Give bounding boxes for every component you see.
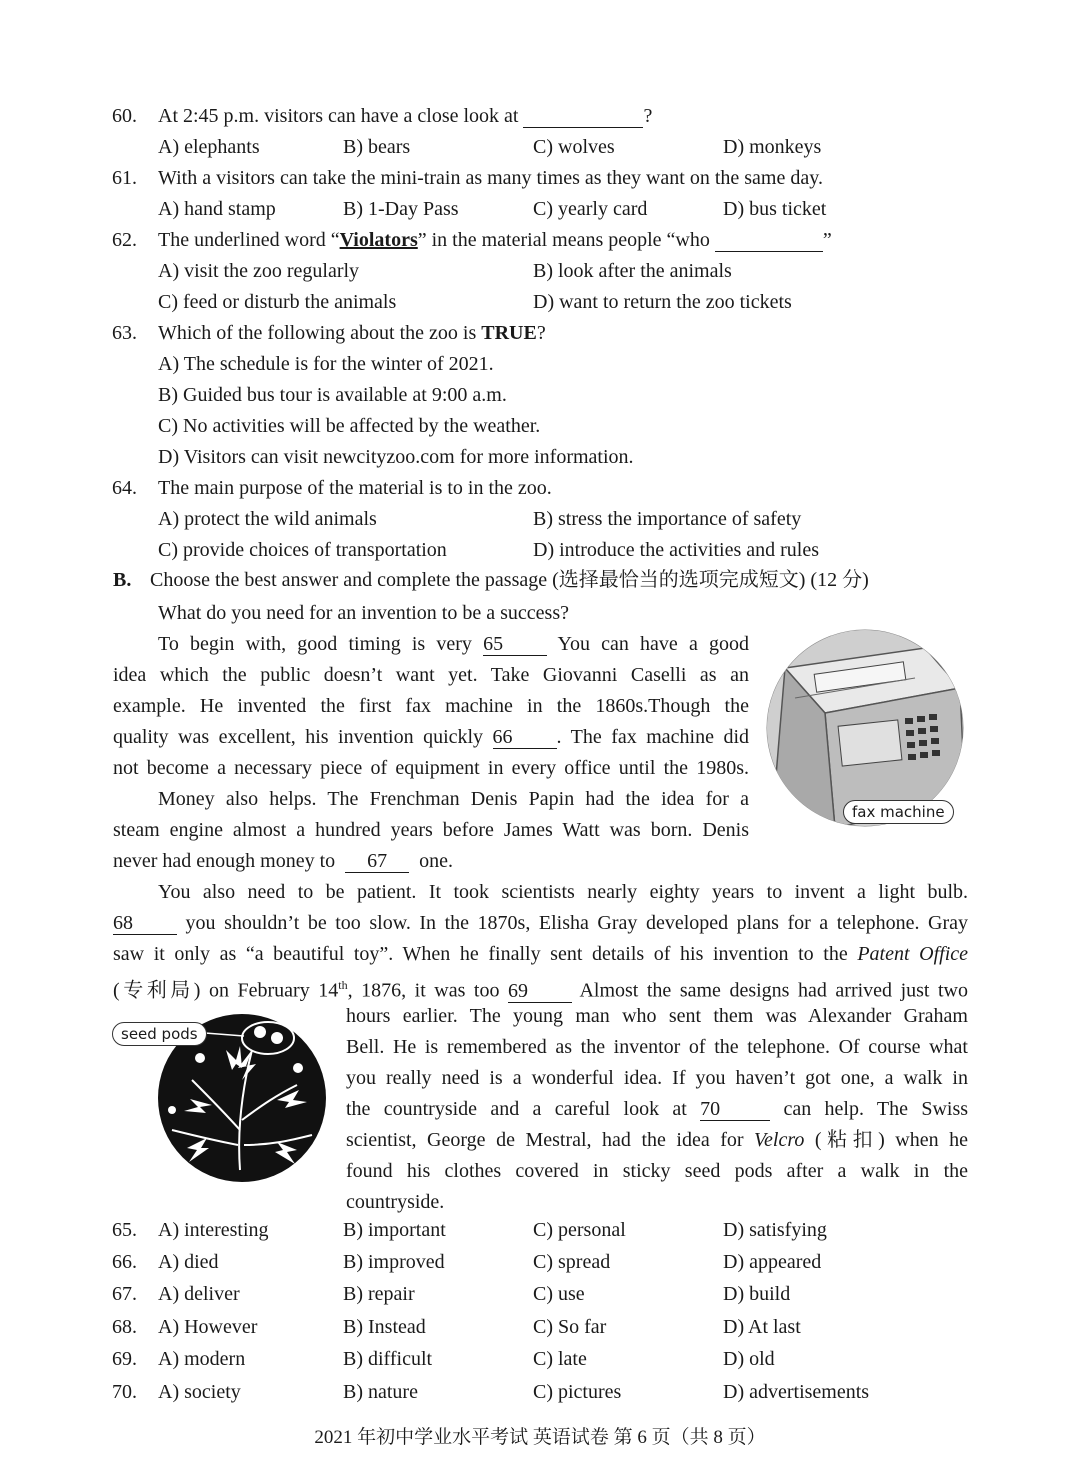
- option-b: B) repair: [343, 1283, 415, 1305]
- text: never had enough money to: [113, 850, 336, 872]
- option-c: C) provide choices of transportation: [158, 539, 447, 561]
- option-c: C) spread: [533, 1251, 611, 1273]
- option-d: D) bus ticket: [723, 198, 827, 220]
- passage-line: [113, 631, 749, 657]
- text: quality was excellent, his invention quickly: [113, 726, 484, 748]
- option-a: A) society: [158, 1381, 241, 1403]
- blank-65: 65: [483, 633, 547, 656]
- option-d: D) monkeys: [723, 136, 822, 158]
- italic-term: Velcro: [754, 1129, 805, 1151]
- option-d: D) appeared: [723, 1251, 822, 1273]
- blank-69: 69: [508, 980, 572, 1003]
- option-b: B) important: [343, 1219, 446, 1241]
- question-number: 68.: [112, 1316, 137, 1338]
- option-a: A) interesting: [158, 1219, 269, 1241]
- question-number: 70.: [112, 1381, 137, 1403]
- question-number: 66.: [112, 1251, 137, 1273]
- option-d: D) old: [723, 1348, 775, 1370]
- question-number: 64.: [112, 477, 137, 499]
- question-stem: The main purpose of the material is to in the zoo.: [158, 477, 552, 499]
- passage-line: [113, 848, 453, 874]
- option-b: B) look after the animals: [533, 260, 732, 282]
- passage-line: You also need to be patient. It took scientists nearly eighty years to invent a light bulb.: [158, 881, 968, 903]
- option-c: C) feed or disturb the animals: [158, 291, 397, 313]
- option-c: C) So far: [533, 1316, 607, 1338]
- blank-66: 66: [493, 726, 557, 749]
- question-stem-mid: ” in the material means people “who: [417, 229, 710, 251]
- passage-line: steam engine almost a hundred years before James Watt was born. Denis: [113, 819, 749, 841]
- text: (粘扣) when he: [814, 1129, 968, 1151]
- question-stem: With a visitors can take the mini-train as many times as they want on the same day.: [158, 167, 823, 189]
- blank-67: 67: [345, 850, 409, 873]
- passage-line: hours earlier. The young man who sent them was Alexander Graham: [346, 1005, 968, 1027]
- option-d: D) At last: [723, 1316, 801, 1338]
- option-b: B) Guided bus tour is available at 9:00 a.m.: [158, 384, 507, 406]
- option-b: B) 1-Day Pass: [343, 198, 459, 220]
- passage-line: idea which the public doesn’t want yet. Take Giovanni Caselli as an: [113, 664, 749, 686]
- option-a: A) elephants: [158, 136, 260, 158]
- question-stem: The underlined word “: [158, 229, 340, 251]
- question-stem: At 2:45 p.m. visitors can have a close look at: [158, 105, 519, 127]
- fax-machine-label: fax machine: [843, 800, 954, 824]
- superscript: th: [338, 978, 348, 992]
- question-number: 65.: [112, 1219, 137, 1241]
- answer-blank: [715, 229, 823, 252]
- question-number: 63.: [112, 322, 137, 344]
- text: you shouldn’t be too slow. In the 1870s, Elisha Gray developed plans for a telephone. Gray: [185, 912, 968, 934]
- text: To begin with, good timing is very: [158, 633, 472, 655]
- option-c: C) late: [533, 1348, 587, 1370]
- text: the countryside and a careful look at: [346, 1098, 687, 1120]
- question-number: 67.: [112, 1283, 137, 1305]
- section-label: B.: [113, 569, 132, 591]
- passage-line: example. He invented the first fax machine in the 1860s.Though the: [113, 695, 749, 717]
- passage-line: [346, 1127, 968, 1153]
- underlined-word: Violators: [339, 229, 418, 251]
- answer-blank: [523, 105, 643, 128]
- option-d: D) build: [723, 1283, 791, 1305]
- passage-line: [346, 1096, 968, 1122]
- option-a: A) protect the wild animals: [158, 508, 377, 530]
- passage-line: [113, 724, 749, 750]
- seed-pods-label: seed pods: [112, 1022, 207, 1046]
- passage-line: found his clothes covered in sticky seed pods after a walk in the: [346, 1160, 968, 1182]
- question-number: 62.: [112, 229, 137, 251]
- option-c: C) yearly card: [533, 198, 648, 220]
- passage-line: [113, 941, 968, 967]
- question-number: 60.: [112, 105, 137, 127]
- section-instruction: Choose the best answer and complete the passage (选择最恰当的选项完成短文) (12 分): [150, 569, 869, 591]
- option-d: D) want to return the zoo tickets: [533, 291, 792, 313]
- question-stem-end: ”: [822, 229, 832, 251]
- seed-pods-image: [112, 1010, 332, 1182]
- question-stem-end: ?: [643, 105, 653, 127]
- passage-line: not become a necessary piece of equipment in every office until the 1980s.: [113, 757, 749, 779]
- fax-machine-image: [765, 628, 965, 836]
- option-b: B) stress the importance of safety: [533, 508, 802, 530]
- option-c: C) pictures: [533, 1381, 622, 1403]
- option-c: C) wolves: [533, 136, 615, 158]
- option-d: D) satisfying: [723, 1219, 827, 1241]
- option-b: B) bears: [343, 136, 411, 158]
- option-d: D) advertisements: [723, 1381, 870, 1403]
- option-c: C) personal: [533, 1219, 626, 1241]
- passage-line: Money also helps. The Frenchman Denis Papin had the idea for a: [158, 788, 749, 810]
- text: saw it only as “a beautiful toy”. When he finally sent details of his invention to the: [113, 943, 848, 965]
- option-a: A) died: [158, 1251, 219, 1273]
- option-b: B) nature: [343, 1381, 418, 1403]
- question-stem-end: ?: [536, 322, 546, 344]
- text: (专利局) on February 14: [113, 979, 339, 1002]
- question-number: 61.: [112, 167, 137, 189]
- passage-line: countryside.: [346, 1191, 445, 1213]
- question-number: 69.: [112, 1348, 137, 1370]
- blank-70: 70: [700, 1098, 770, 1121]
- option-a: A) However: [158, 1316, 258, 1338]
- blank-68: 68: [113, 912, 177, 935]
- passage-line: you really need is a wonderful idea. If you haven’t got one, a walk in: [346, 1067, 968, 1089]
- passage-line: [113, 910, 968, 936]
- italic-term: Patent Office: [857, 943, 969, 965]
- bold-word: TRUE: [481, 322, 537, 344]
- option-a: A) deliver: [158, 1283, 240, 1305]
- text: scientist, George de Mestral, had the idea for: [346, 1129, 744, 1151]
- passage-title: What do you need for an invention to be a success?: [158, 602, 569, 624]
- text: can help. The Swiss: [783, 1098, 969, 1120]
- option-a: A) hand stamp: [158, 198, 276, 220]
- option-c: C) No activities will be affected by the weather.: [158, 415, 541, 437]
- page-footer: 2021 年初中学业水平考试 英语试卷 第 6 页（共 8 页）: [314, 1427, 766, 1448]
- option-b: B) difficult: [343, 1348, 433, 1370]
- option-d: D) Visitors can visit newcityzoo.com for more information.: [158, 446, 634, 468]
- option-a: A) The schedule is for the winter of 2021.: [158, 353, 494, 375]
- option-a: A) modern: [158, 1348, 246, 1370]
- question-stem: Which of the following about the zoo is: [158, 322, 482, 344]
- option-c: C) use: [533, 1283, 585, 1305]
- option-d: D) introduce the activities and rules: [533, 539, 820, 561]
- option-b: B) improved: [343, 1251, 445, 1273]
- option-b: B) Instead: [343, 1316, 426, 1338]
- text: . The fax machine did: [556, 726, 749, 748]
- passage-line: Bell. He is remembered as the inventor of the telephone. Of course what: [346, 1036, 968, 1058]
- text: You can have a good: [557, 633, 750, 655]
- text: , 1876, it was too: [347, 979, 500, 1002]
- text: one.: [419, 850, 454, 872]
- text: Almost the same designs had arrived just two: [579, 979, 968, 1002]
- passage-line: [113, 972, 968, 1004]
- option-a: A) visit the zoo regularly: [158, 260, 360, 282]
